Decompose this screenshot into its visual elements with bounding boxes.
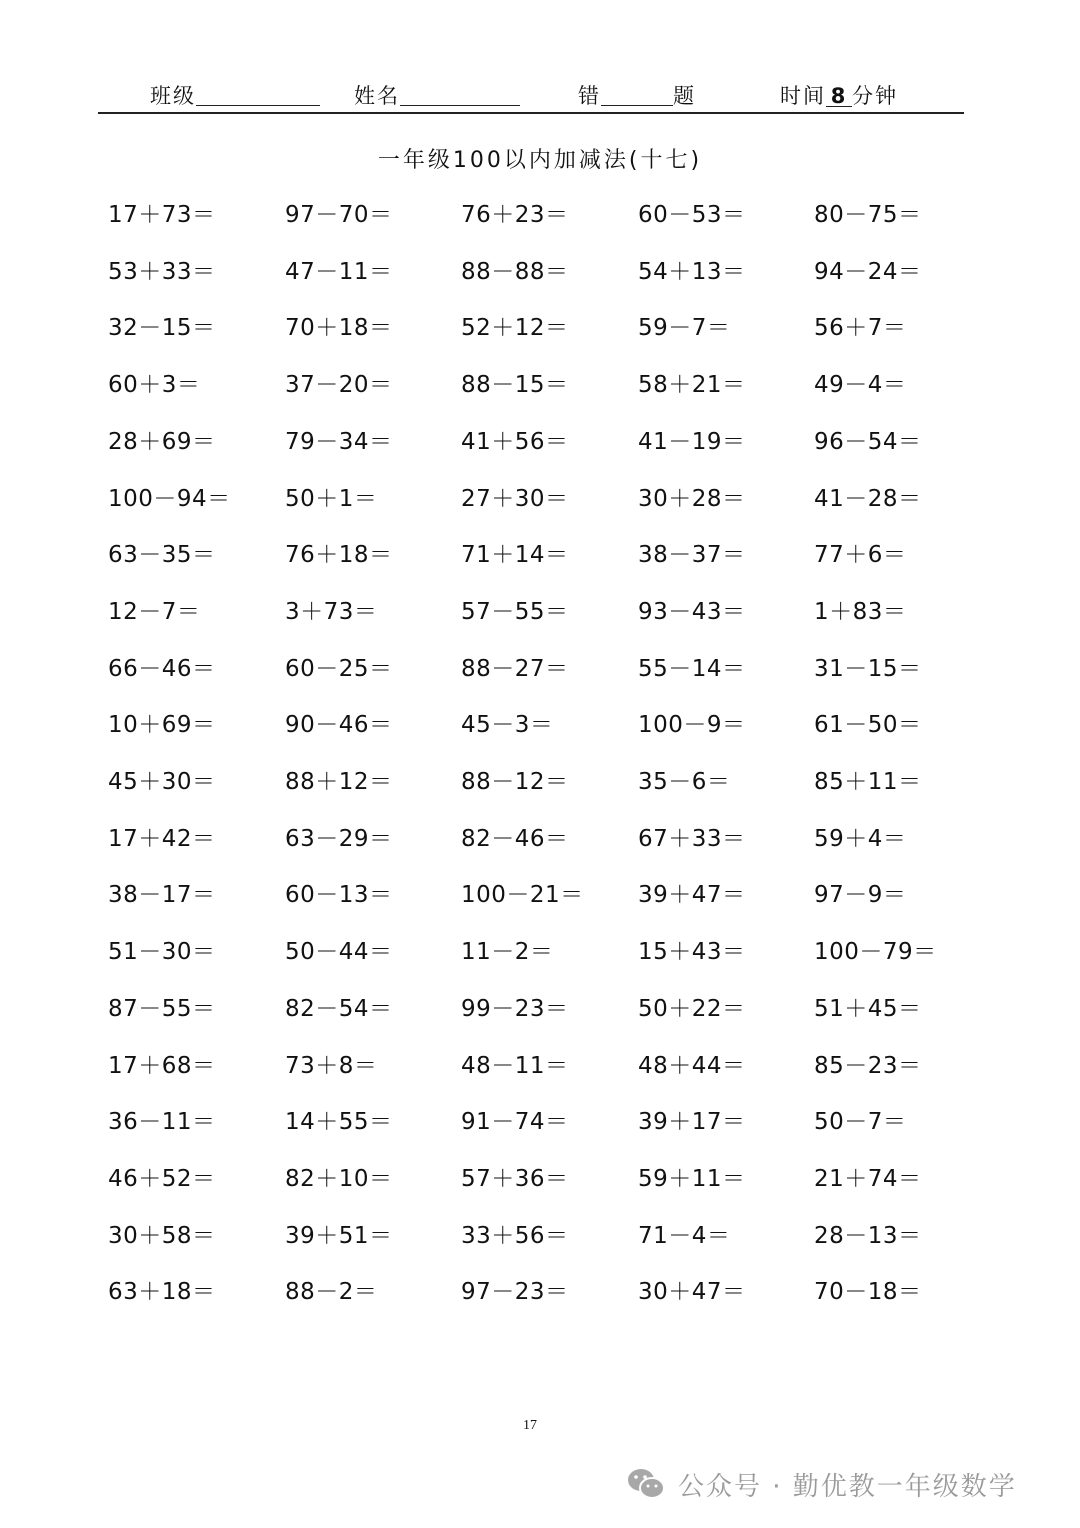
errors-field [578, 80, 696, 110]
problem-r2-c4: 54＋13＝ [638, 258, 746, 285]
problem-r12-c4: 67＋33＝ [638, 825, 746, 852]
problem-r8-c2: 3＋73＝ [285, 598, 378, 625]
problem-r9-c4: 55－14＝ [638, 655, 746, 682]
problem-r12-c3: 82－46＝ [461, 825, 569, 852]
problem-r10-c4: 100－9＝ [638, 712, 746, 739]
errors-blank[interactable] [601, 87, 673, 106]
problem-r11-c1: 45＋30＝ [108, 769, 216, 795]
problem-r11-c2: 88＋12＝ [285, 769, 393, 795]
time-value: 8 [826, 86, 852, 107]
problem-r19-c1: 30＋58＝ [108, 1222, 216, 1249]
time-field [780, 80, 898, 110]
problem-r14-c3: 11－2＝ [461, 939, 554, 966]
problem-r1-c4: 60－53＝ [638, 202, 746, 228]
watermark [626, 1464, 1017, 1504]
problem-r10-c2: 90－46＝ [285, 712, 393, 739]
problem-r5-c4: 41－19＝ [638, 428, 746, 455]
problem-r13-c2: 60－13＝ [285, 882, 393, 909]
problem-r13-c4: 39＋47＝ [638, 882, 746, 909]
problem-r8-c4: 93－43＝ [638, 598, 746, 625]
problem-r17-c3: 91－74＝ [461, 1109, 569, 1136]
problem-r5-c2: 79－34＝ [285, 428, 393, 455]
problem-r16-c5: 85－23＝ [814, 1052, 922, 1079]
problem-r14-c1: 51－30＝ [108, 939, 216, 966]
problem-r12-c1: 17＋42＝ [108, 825, 216, 852]
problem-r18-c2: 82＋10＝ [285, 1165, 393, 1192]
problem-r4-c4: 58＋21＝ [638, 372, 746, 399]
page-number: 17 [523, 1418, 537, 1433]
problem-r3-c4: 59－7＝ [638, 315, 731, 342]
watermark-text: 公众号 · 勤优教一年级数学 [678, 1471, 1017, 1502]
problem-r19-c3: 33＋56＝ [461, 1222, 569, 1249]
problem-r15-c1: 87－55＝ [108, 995, 216, 1022]
problem-r17-c4: 39＋17＝ [638, 1109, 746, 1136]
problem-r2-c3: 88－88＝ [461, 258, 569, 285]
problem-r3-c3: 52＋12＝ [461, 315, 569, 342]
problem-r9-c3: 88－27＝ [461, 655, 569, 682]
problem-r20-c2: 88－2＝ [285, 1279, 378, 1306]
problem-r16-c2: 73＋8＝ [285, 1052, 378, 1079]
problem-r18-c4: 59＋11＝ [638, 1165, 746, 1192]
problem-r20-c4: 30＋47＝ [638, 1279, 746, 1306]
errors-label: 错 [578, 84, 601, 108]
problem-r3-c5: 56＋7＝ [814, 315, 907, 342]
problem-r5-c3: 41＋56＝ [461, 428, 569, 455]
problem-r10-c3: 45－3＝ [461, 712, 554, 739]
problem-r18-c3: 57＋36＝ [461, 1165, 569, 1192]
problem-r12-c5: 59＋4＝ [814, 825, 907, 852]
worksheet-title: 一年级100以内加减法(十七) [377, 148, 703, 173]
problem-r17-c5: 50－7＝ [814, 1109, 907, 1136]
problem-r19-c4: 71－4＝ [638, 1222, 731, 1249]
problem-r15-c4: 50＋22＝ [638, 995, 746, 1022]
problem-r16-c4: 48＋44＝ [638, 1052, 746, 1079]
errors-suffix: 题 [673, 84, 696, 108]
problem-r9-c1: 66－46＝ [108, 655, 216, 682]
problem-r16-c1: 17＋68＝ [108, 1052, 216, 1079]
problem-r7-c2: 76＋18＝ [285, 542, 393, 569]
problem-r16-c3: 48－11＝ [461, 1052, 569, 1079]
problem-r2-c1: 53＋33＝ [108, 258, 216, 285]
problem-r8-c5: 1＋83＝ [814, 598, 907, 625]
name-blank[interactable] [400, 87, 520, 106]
problem-r6-c2: 50＋1＝ [285, 485, 378, 512]
problem-r18-c1: 46＋52＝ [108, 1165, 216, 1192]
problem-r3-c2: 70＋18＝ [285, 315, 393, 342]
problem-r3-c1: 32－15＝ [108, 315, 216, 342]
problem-r4-c3: 88－15＝ [461, 372, 569, 399]
problem-r14-c4: 15＋43＝ [638, 939, 746, 966]
problem-r14-c5: 100－79＝ [814, 939, 937, 966]
problem-r1-c5: 80－75＝ [814, 202, 922, 228]
problem-r5-c1: 28＋69＝ [108, 428, 216, 455]
problem-r1-c3: 76＋23＝ [461, 202, 569, 228]
problem-r5-c5: 96－54＝ [814, 428, 922, 455]
problem-r13-c5: 97－9＝ [814, 882, 907, 909]
problem-r15-c5: 51＋45＝ [814, 995, 922, 1022]
name-label: 姓名 [354, 84, 400, 108]
wechat-icon [626, 1467, 666, 1501]
worksheet-header [98, 76, 964, 114]
problem-r6-c4: 30＋28＝ [638, 485, 746, 512]
problem-r19-c2: 39＋51＝ [285, 1222, 393, 1249]
problem-r17-c2: 14＋55＝ [285, 1109, 393, 1136]
problem-r7-c4: 38－37＝ [638, 542, 746, 569]
problem-r20-c3: 97－23＝ [461, 1279, 569, 1306]
problem-r11-c5: 85＋11＝ [814, 769, 922, 795]
problem-r18-c5: 21＋74＝ [814, 1165, 922, 1192]
problem-r15-c2: 82－54＝ [285, 995, 393, 1022]
problem-r20-c5: 70－18＝ [814, 1279, 922, 1306]
problem-r9-c2: 60－25＝ [285, 655, 393, 682]
problem-r2-c5: 94－24＝ [814, 258, 922, 285]
problem-r13-c1: 38－17＝ [108, 882, 216, 909]
problem-r4-c5: 49－4＝ [814, 372, 907, 399]
problem-r20-c1: 63＋18＝ [108, 1279, 216, 1306]
name-field [354, 80, 520, 110]
problem-r1-c2: 97－70＝ [285, 202, 393, 228]
problem-r19-c5: 28－13＝ [814, 1222, 922, 1249]
problem-r8-c3: 57－55＝ [461, 598, 569, 625]
problem-r10-c1: 10＋69＝ [108, 712, 216, 739]
problem-r6-c1: 100－94＝ [108, 485, 231, 512]
problem-r7-c3: 71＋14＝ [461, 542, 569, 569]
time-label: 时间 [780, 84, 826, 108]
problem-r11-c3: 88－12＝ [461, 769, 569, 795]
problem-r2-c2: 47－11＝ [285, 258, 393, 285]
problem-r6-c5: 41－28＝ [814, 485, 922, 512]
problem-r13-c3: 100－21＝ [461, 882, 584, 909]
problem-r1-c1: 17＋73＝ [108, 202, 216, 228]
problem-r10-c5: 61－50＝ [814, 712, 922, 739]
problem-r4-c1: 60＋3＝ [108, 372, 201, 399]
problem-r7-c1: 63－35＝ [108, 542, 216, 569]
problem-r14-c2: 50－44＝ [285, 939, 393, 966]
problem-r11-c4: 35－6＝ [638, 769, 731, 795]
class-blank[interactable] [196, 87, 320, 106]
problem-r8-c1: 12－7＝ [108, 598, 201, 625]
problem-r4-c2: 37－20＝ [285, 372, 393, 399]
class-label: 班级 [150, 84, 196, 108]
time-unit: 分钟 [852, 84, 898, 108]
problem-r12-c2: 63－29＝ [285, 825, 393, 852]
problem-r9-c5: 31－15＝ [814, 655, 922, 682]
problem-r7-c5: 77＋6＝ [814, 542, 907, 569]
class-field [150, 80, 320, 110]
problem-r17-c1: 36－11＝ [108, 1109, 216, 1136]
problem-r6-c3: 27＋30＝ [461, 485, 569, 512]
problem-r15-c3: 99－23＝ [461, 995, 569, 1022]
